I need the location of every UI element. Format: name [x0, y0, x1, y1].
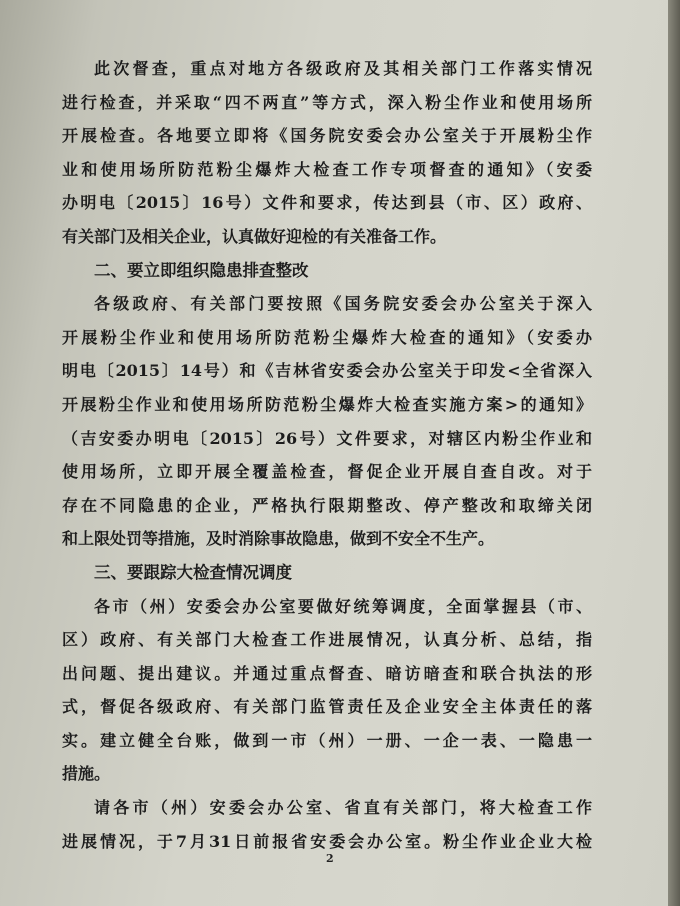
- section-heading: 二、要立即组织隐患排查整改: [94, 260, 309, 280]
- paragraph-line: 明电〔2015〕14号）和《吉林省安委会办公室关于印发<全省深入: [62, 361, 592, 381]
- paragraph-line: 区）政府、有关部门大检查工作进展情况，认真分析、总结，指: [62, 630, 592, 650]
- paragraph-line: 开展粉尘作业和使用场所防范粉尘爆炸大检查实施方案>的通知》: [62, 394, 592, 414]
- paragraph-line: 存在不同隐患的企业，严格执行限期整改、停产整改和取缔关闭: [62, 495, 592, 515]
- paragraph-line: 式，督促各级政府、有关部门监管责任及企业安全主体责任的落: [62, 697, 592, 717]
- paragraph-line: 有关部门及相关企业，认真做好迎检的有关准备工作。: [62, 226, 447, 246]
- paragraph-line: 进展情况，于7月31日前报省安委会办公室。粉尘作业企业大检: [62, 831, 592, 851]
- paragraph-line: 各级政府、有关部门要按照《国务院安委会办公室关于深入: [94, 294, 592, 314]
- section-heading: 三、要跟踪大检查情况调度: [94, 562, 292, 582]
- paragraph-line: 开展检查。各地要立即将《国务院安委会办公室关于开展粉尘作: [62, 126, 592, 146]
- paragraph-line: 办明电〔2015〕16号）文件和要求，传达到县（市、区）政府、: [62, 193, 592, 213]
- page-edge-shadow: [668, 0, 680, 906]
- paragraph-line: 实。建立健全台账，做到一市（州）一册、一企一表、一隐患一: [62, 730, 592, 750]
- paragraph-line: 和上限处罚等措施，及时消除事故隐患，做到不安全不生产。: [62, 529, 495, 549]
- paragraph-line: 此次督查，重点对地方各级政府及其相关部门工作落实情况: [94, 59, 592, 78]
- paragraph-line: 进行检查，并采取“四不两直”等方式，深入粉尘作业和使用场所: [62, 92, 592, 112]
- paragraph-line: 开展粉尘作业和使用场所防范粉尘爆炸大检查的通知》（安委办: [62, 327, 592, 347]
- paragraph-line: 各市（州）安委会办公室要做好统筹调度，全面掌握县（市、: [94, 596, 592, 616]
- document-body: [62, 52, 592, 858]
- paragraph-line: 业和使用场所防范粉尘爆炸大检查工作专项督查的通知》（安委: [62, 159, 592, 179]
- paragraph-line: 措施。: [62, 764, 111, 784]
- paragraph-line: 请各市（州）安委会办公室、省直有关部门，将大检查工作: [94, 798, 592, 818]
- paragraph-line: 使用场所，立即开展全覆盖检查，督促企业开展自查自改。对于: [62, 462, 592, 482]
- paragraph-line: （吉安委办明电〔2015〕26号）文件要求，对辖区内粉尘作业和: [62, 428, 592, 448]
- paragraph-line: 出问题、提出建议。并通过重点督查、暗访暗查和联合执法的形: [62, 663, 592, 683]
- page-number: 2: [326, 852, 334, 865]
